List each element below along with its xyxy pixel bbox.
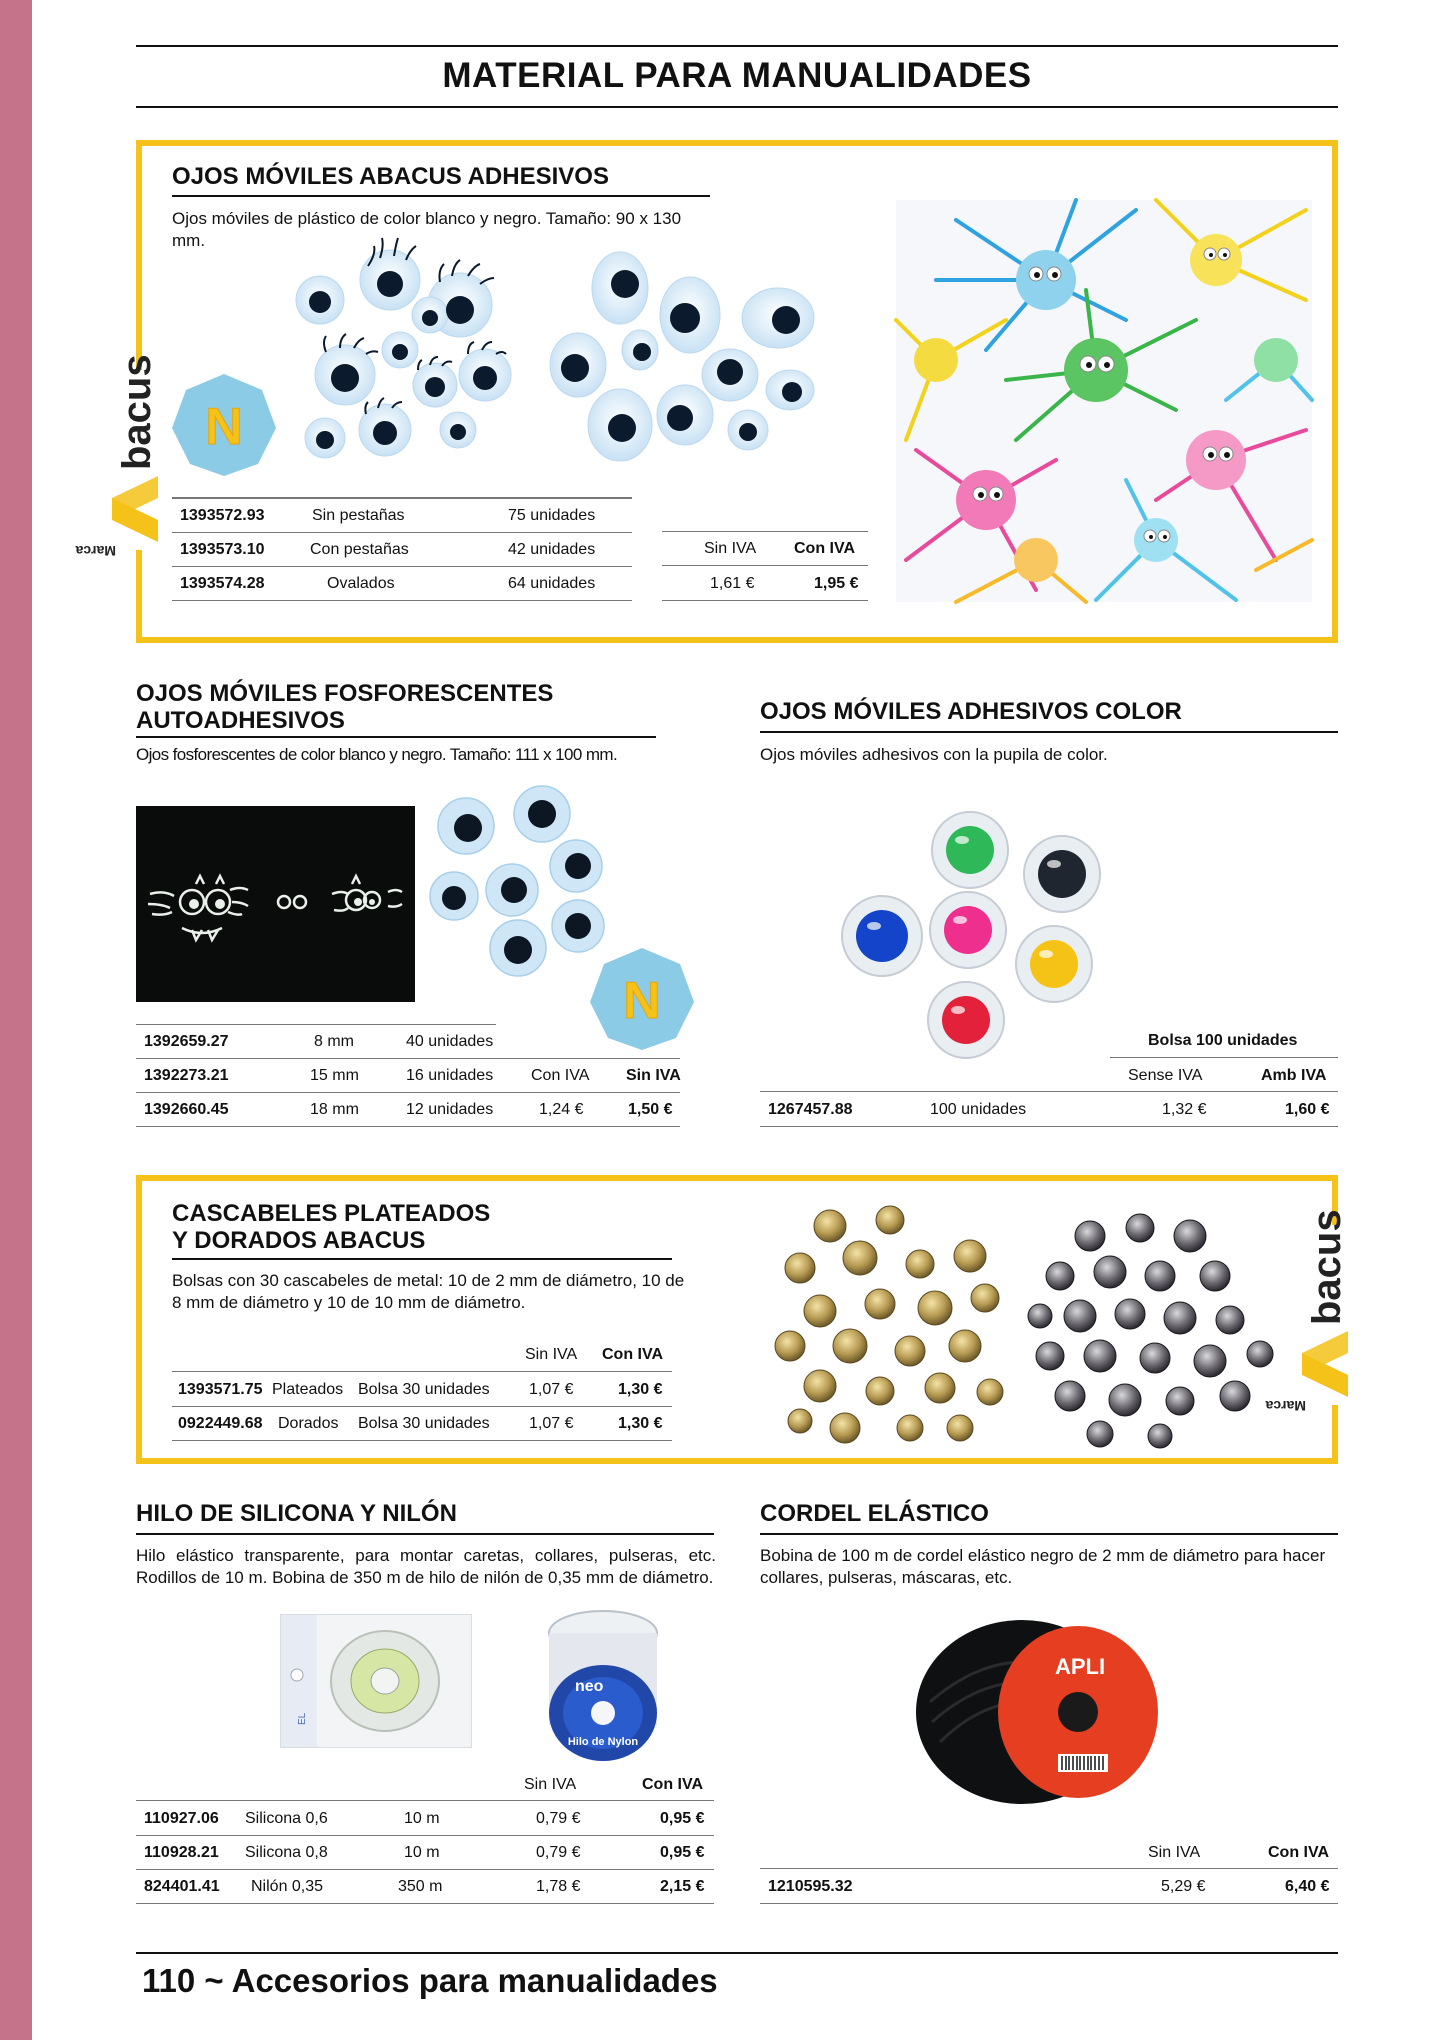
svg-text:Marca: Marca bbox=[1265, 1398, 1306, 1414]
section-description: Ojos móviles de plástico de color blanco y negro. Tamaño: 90 x 130 mm. bbox=[172, 209, 682, 250]
section-title-rule bbox=[172, 1258, 672, 1260]
glow-eyes-photo bbox=[136, 806, 415, 1002]
section-title-rule bbox=[760, 1533, 1338, 1535]
color-eyes-image bbox=[830, 800, 1110, 1060]
page-edge-bar bbox=[0, 0, 32, 2040]
svg-text:Hilo de Nylon: Hilo de Nylon bbox=[567, 1736, 639, 1748]
section-title: OJOS MÓVILES ABACUS ADHESIVOS bbox=[172, 163, 609, 190]
table-row: 1393571.75 Plateados Bolsa 30 unidades 1,07 € 1,30 € bbox=[172, 1373, 672, 1407]
svg-text:APLI: APLI bbox=[1054, 1654, 1106, 1679]
silicone-thread-pack-photo bbox=[280, 1614, 472, 1748]
svg-text:EL: EL bbox=[297, 1712, 308, 1725]
product-table-ojos-abacus bbox=[172, 499, 632, 601]
footer-rule bbox=[136, 1952, 1338, 1954]
abacus-logo-icon bbox=[75, 354, 160, 559]
section-title: OJOS MÓVILES FOSFORESCENTES AUTOADHESIVOS bbox=[136, 680, 554, 734]
table-row: 110927.06 Silicona 0,6 10 m 0,79 € 0,95 € bbox=[136, 1802, 714, 1836]
price-header: Sin IVA Con IVA bbox=[136, 1767, 714, 1801]
section-title: OJOS MÓVILES ADHESIVOS COLOR bbox=[760, 698, 1182, 725]
section-title-rule bbox=[172, 195, 710, 197]
page-title: MATERIAL PARA MANUALIDADES bbox=[442, 56, 1032, 95]
section-title: HILO DE SILICONA Y NILÓN bbox=[136, 1500, 457, 1527]
googly-eyes-image bbox=[290, 250, 830, 470]
price-header: Sense IVA Amb IVA bbox=[760, 1058, 1338, 1092]
table-row: 0922449.68 Dorados Bolsa 30 unidades 1,07 € 1,30 € bbox=[172, 1407, 672, 1441]
svg-text:N: N bbox=[623, 972, 661, 1030]
table-row: 1393572.93 Sin pestañas 75 unidades bbox=[172, 499, 632, 533]
section-description: Bobina de 100 m de cordel elástico negro de 2 mm de diámetro para hacer collares, pulseras, máscaras, etc. bbox=[760, 1546, 1326, 1587]
splash-art-photo bbox=[896, 200, 1312, 602]
new-badge bbox=[172, 372, 276, 476]
section-description: Ojos móviles adhesivos con la pupila de color. bbox=[760, 745, 1108, 764]
product-table-hilo bbox=[136, 1802, 714, 1904]
price-header: Sin IVA Con IVA bbox=[172, 1338, 672, 1372]
table-row: 1267457.88 100 unidades 1,32 € 1,60 € bbox=[760, 1093, 1338, 1127]
price-header: Sin IVA Con IVA bbox=[662, 532, 868, 566]
section-description: Bolsas con 30 cascabeles de metal: 10 de 2 mm de diámetro, 10 de 8 mm de diámetro y 10 de 10 mm de diámetro. bbox=[172, 1271, 685, 1312]
elastic-cord-reel-photo bbox=[910, 1612, 1160, 1806]
product-table-fosforescentes bbox=[136, 1025, 680, 1127]
svg-text:neo: neo bbox=[575, 1678, 604, 1695]
section-title-rule bbox=[760, 731, 1338, 733]
table-row: 1393574.28 Ovalados 64 unidades bbox=[172, 567, 632, 601]
section-title-rule bbox=[136, 736, 656, 738]
nylon-spool-photo bbox=[535, 1605, 671, 1765]
section-title: CASCABELES PLATEADOS Y DORADOS ABACUS bbox=[172, 1200, 491, 1254]
badge-letter: N bbox=[205, 398, 243, 456]
table-row: 1210595.32 5,29 € 6,40 € bbox=[760, 1870, 1338, 1904]
product-table-cascabeles bbox=[172, 1373, 672, 1441]
title-top-rule bbox=[136, 45, 1338, 47]
bag-header: Bolsa 100 unidades bbox=[1148, 1032, 1298, 1049]
table-row: 1392273.21 15 mm 16 unidades Con IVA Sin IVA bbox=[136, 1059, 680, 1093]
brand-word: bacus bbox=[115, 354, 159, 470]
svg-text:Marca: Marca bbox=[75, 543, 116, 559]
section-title-rule bbox=[136, 1533, 714, 1535]
price-row: 1,61 € 1,95 € bbox=[662, 567, 868, 601]
svg-text:bacus: bacus bbox=[1305, 1209, 1349, 1325]
table-row: 1393573.10 Con pestañas 42 unidades bbox=[172, 533, 632, 567]
table-row: 1392659.27 8 mm 40 unidades bbox=[136, 1025, 680, 1059]
section-description: Ojos fosforescentes de color blanco y negro. Tamaño: 111 x 100 mm. bbox=[136, 745, 618, 764]
section-description: Hilo elástico transparente, para montar caretas, collares, pulseras, etc. Rodillos de 10 m. Bobina de 350 m de hilo de nilón de 0,35 mm de diámetro. bbox=[136, 1546, 716, 1587]
bells-photo bbox=[760, 1196, 1280, 1446]
section-title: CORDEL ELÁSTICO bbox=[760, 1500, 989, 1527]
title-bottom-rule bbox=[136, 106, 1338, 108]
brand-mark-right bbox=[1265, 1209, 1360, 1414]
table-row: 824401.41 Nilón 0,35 350 m 1,78 € 2,15 € bbox=[136, 1870, 714, 1904]
abacus-logo-icon bbox=[1265, 1209, 1360, 1414]
price-header: Sin IVA Con IVA bbox=[760, 1835, 1338, 1869]
table-row: 1392660.45 18 mm 12 unidades 1,24 € 1,50 € bbox=[136, 1093, 680, 1127]
brand-mark-left bbox=[75, 354, 160, 559]
table-row: 110928.21 Silicona 0,8 10 m 0,79 € 0,95 € bbox=[136, 1836, 714, 1870]
footer-page-label: 110 ~ Accesorios para manualidades bbox=[142, 1962, 718, 1999]
